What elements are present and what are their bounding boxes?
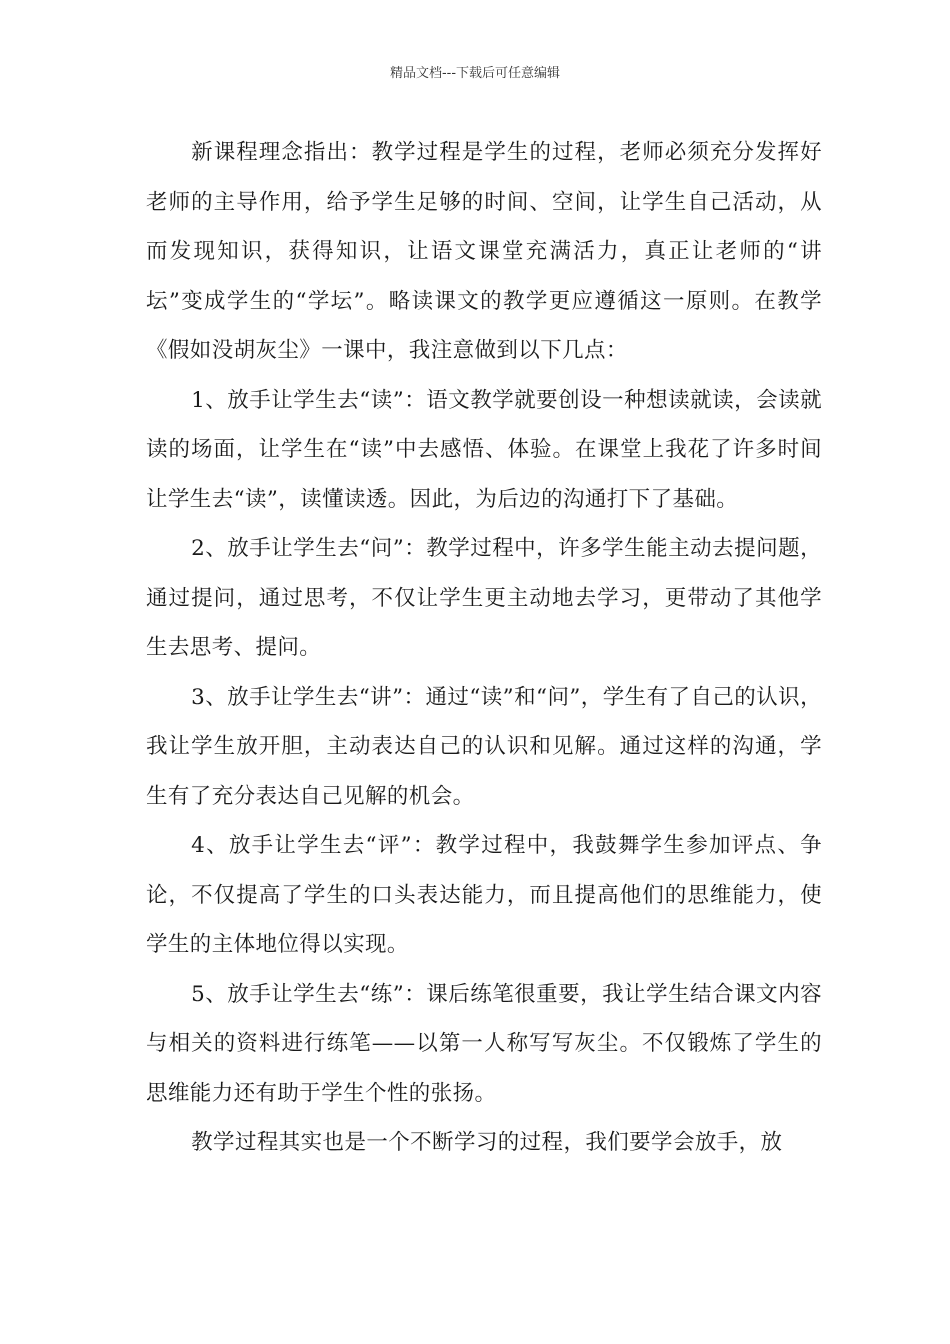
paragraph-conclusion: 教学过程其实也是一个不断学习的过程，我们要学会放手，放 [191, 1130, 783, 1155]
paragraph-point-1-read: 1、放手让学生去“读”：语文教学就要创设一种想读就读，会读就读的场面，让学生在“读”中去感悟、体验。在课堂上我花了许多时间让学生去“读”，读懂读透。因此，为后边的沟通打下了基础。 [146, 387, 822, 512]
paragraph-point-2-ask: 2、放手让学生去“问”：教学过程中，许多学生能主动去提问题，通过提问，通过思考，不仅让学生更主动地去学习，更带动了其他学生去思考、提问。 [146, 536, 822, 660]
paragraph-point-3-speak: 3、放手让学生去“讲”：通过“读”和“问”，学生有了自己的认识，我让学生放开胆，主动表达自己的认识和见解。通过这样的沟通，学生有了充分表达自己见解的机会。 [146, 684, 822, 809]
document-body [146, 128, 822, 1168]
paragraph-point-4-evaluate: 4、放手让学生去“评”：教学过程中，我鼓舞学生参加评点、争论，不仅提高了学生的口头表达能力，而且提高他们的思维能力，使学生的主体地位得以实现。 [146, 833, 822, 957]
paragraph-point-5-practice: 5、放手让学生去“练”：课后练笔很重要，我让学生结合课文内容与相关的资料进行练笔——以第一人称写写灰尘。不仅锻炼了学生的思维能力还有助于学生个性的张扬。 [146, 981, 822, 1106]
paragraph-intro: 新课程理念指出：教学过程是学生的过程，老师必须充分发挥好老师的主导作用，给予学生足够的时间、空间，让学生自己活动，从而发现知识，获得知识，让语文课堂充满活力，真正让老师的“讲坛”变成学生的“学坛”。略读课文的教学更应遵循这一原则。在教学《假如没胡灰尘》一课中，我注意做到以下几点： [146, 140, 822, 363]
page-header: 精品文档---下载后可任意编辑 [389, 66, 561, 81]
